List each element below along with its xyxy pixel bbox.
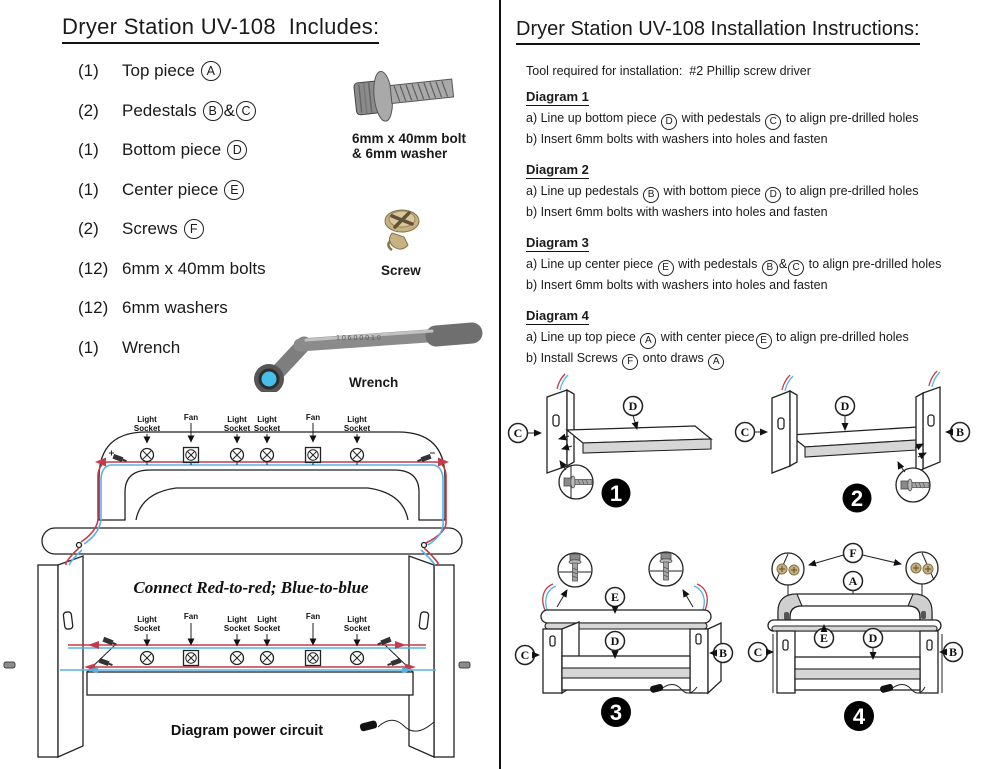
screw-body	[389, 233, 408, 249]
fig4-center-piece-e	[768, 620, 941, 631]
instruction-line-b: b) Insert 6mm bolts with washers into holes and fasten	[526, 205, 828, 219]
fig4-magnifier-right	[906, 552, 938, 584]
part-letter-badge: D	[227, 140, 247, 160]
part-item-center-piece	[78, 179, 266, 201]
part-qty: (2)	[78, 100, 99, 120]
part-qty: (12)	[78, 258, 109, 278]
top-piece-drawing	[99, 432, 445, 520]
section-heading: Diagram 1	[526, 89, 589, 104]
part-qty: (1)	[78, 140, 99, 159]
lamp-fan-symbols-row2	[141, 651, 364, 666]
instruction-line-a: a) Line up top piece A with center piece E to align pre-drilled holes	[526, 328, 978, 349]
svg-text:Fan: Fan	[305, 612, 321, 621]
section-diagram-2	[526, 161, 978, 221]
fig2-pedestal-c	[772, 375, 797, 473]
ref-letter-badge: F	[622, 354, 638, 370]
svg-text:Fan: Fan	[183, 612, 199, 621]
part-letter-badge: C	[236, 101, 256, 121]
svg-text:Light: Light	[347, 415, 367, 424]
assembly-figures	[497, 360, 990, 769]
svg-text:E: E	[610, 590, 620, 604]
figure-2	[736, 371, 970, 513]
svg-text:Light: Light	[137, 615, 157, 624]
part-letter-badge: E	[224, 180, 244, 200]
fig2-pedestal-b	[916, 371, 940, 473]
svg-text:E: E	[819, 631, 829, 645]
svg-text:1: 1	[609, 481, 623, 506]
section-diagram-3	[526, 234, 978, 294]
instruction-line-b: b) Insert 6mm bolts with washers into holes and fasten	[526, 132, 828, 146]
part-letter-badge: B	[203, 101, 223, 121]
ref-letter-badge: C	[788, 260, 804, 276]
svg-text:1 0 6 0 0 0 1 0: 1 0 6 0 0 0 1 0	[336, 335, 381, 342]
labels-row2	[134, 612, 371, 646]
svg-text:Socket: Socket	[253, 424, 281, 433]
instruction-line-a: a) Line up center piece E with pedestals B & C to align pre-drilled holes	[526, 255, 978, 276]
figure-1	[509, 374, 712, 508]
fig3-magnifier-left	[558, 553, 592, 587]
svg-text:Socket: Socket	[223, 424, 251, 433]
svg-text:C: C	[520, 648, 530, 662]
svg-text:B: B	[718, 646, 728, 660]
tool-note: Tool required for installation: #2 Phillip screw driver	[526, 64, 811, 78]
part-label: Pedestals	[122, 100, 197, 120]
ref-letter-badge: A	[640, 333, 656, 349]
part-qty: (1)	[78, 61, 99, 80]
center-piece-drawing	[42, 528, 462, 554]
figure-4	[749, 544, 963, 732]
svg-text:D: D	[628, 399, 638, 413]
figure-3	[516, 552, 733, 727]
part-label: Bottom piece	[122, 140, 222, 159]
screw-photo	[372, 203, 430, 261]
wrench-caption: Wrench	[349, 375, 399, 390]
part-item-bolts	[78, 258, 266, 280]
ref-letter-badge: D	[765, 187, 781, 203]
svg-text:3: 3	[609, 700, 623, 725]
svg-text:D: D	[840, 399, 850, 413]
part-item-bottom-piece	[78, 139, 266, 161]
part-item-pedestals	[78, 100, 266, 122]
svg-text:Socket: Socket	[223, 624, 251, 633]
instructions	[526, 64, 978, 383]
svg-text:Socket: Socket	[133, 424, 161, 433]
section-heading: Diagram 2	[526, 162, 589, 177]
svg-text:4: 4	[852, 704, 866, 729]
svg-text:Light: Light	[347, 615, 367, 624]
ref-letter-badge: E	[658, 260, 674, 276]
part-item-top-piece	[78, 60, 266, 82]
svg-text:F: F	[849, 546, 857, 560]
svg-text:Socket: Socket	[343, 624, 371, 633]
ref-letter-badge: B	[762, 260, 778, 276]
svg-text:D: D	[868, 631, 878, 645]
part-label: Center piece	[122, 179, 219, 199]
right-pedestal-drawing	[409, 556, 454, 757]
fig3-center-piece-e	[541, 610, 711, 629]
part-qty: (1)	[78, 337, 99, 357]
part-qty: (2)	[78, 219, 99, 238]
connect-note: Connect Red-to-red; Blue-to-blue	[133, 578, 369, 597]
svg-text:C: C	[753, 645, 763, 659]
power-circuit-figure	[0, 396, 496, 769]
ref-letter-badge: A	[708, 354, 724, 370]
section-heading: Diagram 3	[526, 235, 589, 250]
part-item-screws	[78, 218, 266, 240]
svg-text:2: 2	[850, 486, 864, 511]
section-heading: Diagram 4	[526, 308, 589, 323]
fan-label: Fan	[183, 413, 199, 422]
instruction-line-a: a) Line up bottom piece D with pedestals C to align pre-drilled holes	[526, 109, 978, 130]
instruction-line-a: a) Line up pedestals B with bottom piece D to align pre-drilled holes	[526, 182, 978, 203]
instruction-line-b: b) Install Screws F onto draws A	[526, 349, 978, 370]
fig4-pedestal-b	[920, 631, 942, 693]
svg-text:C: C	[513, 426, 523, 440]
left-pedestal-drawing	[38, 556, 83, 757]
part-label: Wrench	[122, 337, 181, 357]
svg-text:Socket: Socket	[343, 424, 371, 433]
light-socket-label: Light	[137, 415, 157, 424]
power-circuit-caption: Diagram power circuit	[170, 723, 324, 739]
svg-text:B: B	[955, 425, 965, 439]
svg-text:Light: Light	[257, 415, 277, 424]
wrench-socket-end	[436, 333, 472, 336]
fig2-bottom-piece-d	[790, 427, 933, 457]
svg-text:D: D	[610, 634, 620, 648]
svg-text:Light: Light	[227, 415, 247, 424]
part-letter-badge: F	[184, 219, 204, 239]
fig4-pedestal-c	[773, 631, 795, 693]
right-page-title: Dryer Station UV-108 Installation Instructions:	[516, 18, 920, 45]
screw-caption: Screw	[381, 263, 421, 278]
svg-text:Fan: Fan	[305, 413, 321, 422]
ref-letter-badge: B	[643, 187, 659, 203]
svg-text:Socket: Socket	[133, 624, 161, 633]
ref-letter-badge: D	[661, 114, 677, 130]
svg-text:Socket: Socket	[253, 624, 281, 633]
part-qty: (12)	[78, 298, 109, 317]
fig4-bottom-piece-d	[795, 657, 920, 690]
ref-letter-badge: C	[765, 114, 781, 130]
svg-text:Light: Light	[257, 615, 277, 624]
fig1-bottom-piece-d	[567, 426, 711, 453]
bolt-caption: 6mm x 40mm bolt & 6mm washer	[352, 131, 467, 161]
left-page-title: Dryer Station UV-108 Includes:	[62, 14, 379, 44]
fig4-magnifier-left	[772, 553, 804, 585]
part-label: Screws	[122, 219, 178, 238]
part-qty: (1)	[78, 179, 99, 199]
section-diagram-1	[526, 88, 978, 148]
part-label: Top piece	[122, 61, 195, 80]
bolt-photo	[345, 58, 465, 130]
part-label: 6mm x 40mm bolts	[122, 258, 266, 278]
ampersand: &	[223, 100, 236, 120]
svg-text:C: C	[740, 425, 750, 439]
instruction-line-b: b) Insert 6mm bolts with washers into holes and fasten	[526, 278, 828, 292]
svg-text:B: B	[948, 645, 958, 659]
svg-text:Light: Light	[227, 615, 247, 624]
ref-letter-badge: E	[756, 333, 772, 349]
fig3-magnifier-right	[649, 552, 683, 586]
fig4-top-piece-a	[778, 594, 932, 620]
svg-text:A: A	[848, 574, 858, 588]
part-label: 6mm washers	[122, 298, 228, 317]
fig1-magnifier	[559, 461, 593, 499]
fig1-pedestal-c	[547, 374, 574, 473]
part-letter-badge: A	[201, 61, 221, 81]
